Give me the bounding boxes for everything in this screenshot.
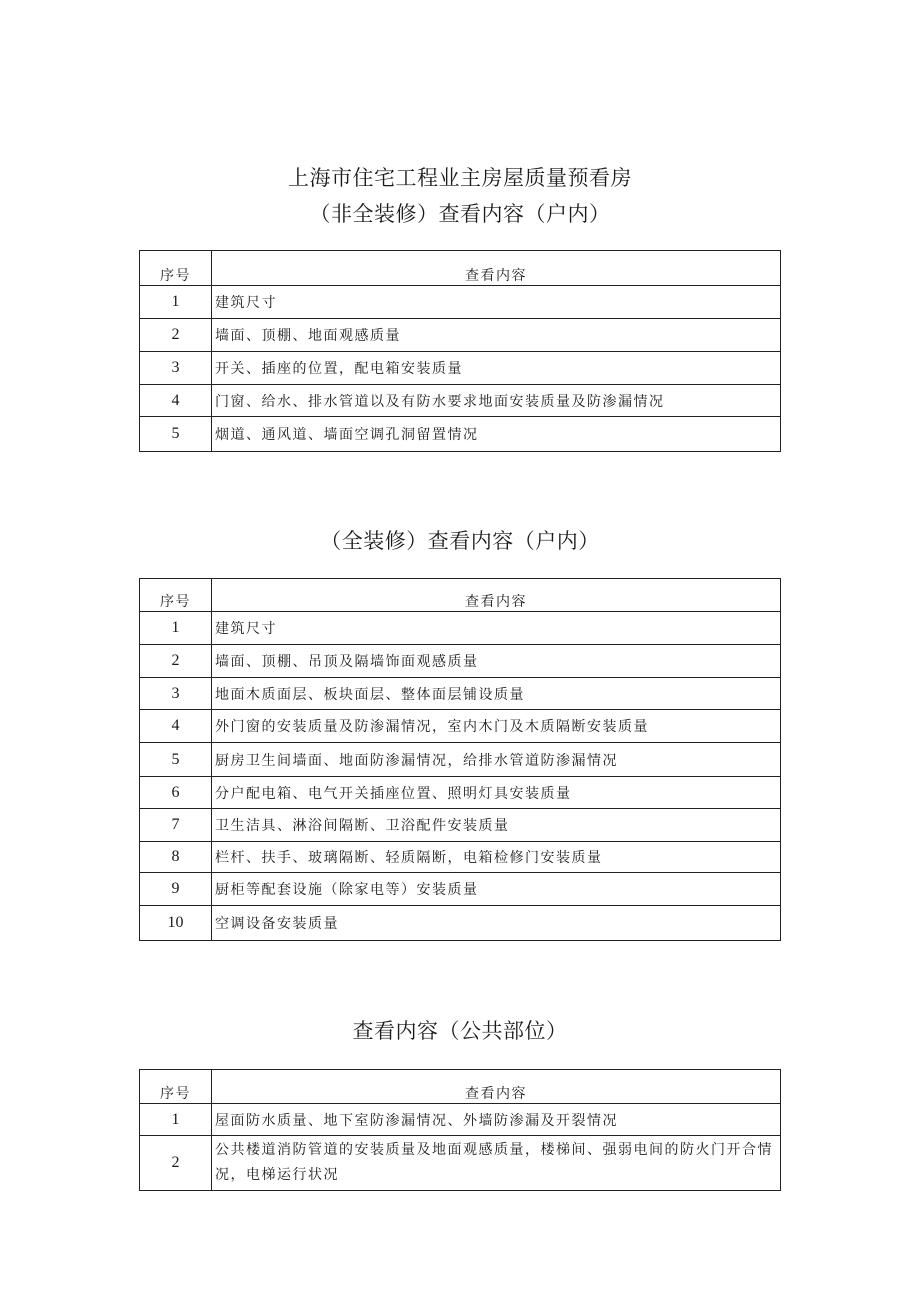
header-serial-number: 序号 [140,1070,212,1104]
row-content: 厨房卫生间墙面、地面防渗漏情况，给排水管道防渗漏情况 [212,743,781,777]
table-row [140,352,781,385]
table-row [140,1136,781,1191]
row-content: 厨柜等配套设施（除家电等）安装质量 [212,873,781,906]
row-number: 5 [140,743,212,777]
row-content: 门窗、给水、排水管道以及有防水要求地面安装质量及防渗漏情况 [212,385,781,417]
table-row [140,612,781,645]
row-content: 开关、插座的位置，配电箱安装质量 [212,352,781,385]
table-row [140,319,781,352]
table-decorated-indoor [139,578,781,941]
row-number: 2 [140,645,212,678]
row-content: 烟道、通风道、墙面空调孔洞留置情况 [212,417,781,452]
row-content: 栏杆、扶手、玻璃隔断、轻质隔断，电箱检修门安装质量 [212,842,781,873]
table-row [140,678,781,710]
table-row [140,743,781,777]
header-serial-number: 序号 [140,251,212,286]
table-row [140,842,781,873]
row-content: 建筑尺寸 [212,612,781,645]
table-row [140,286,781,319]
row-number: 3 [140,352,212,385]
row-number: 1 [140,612,212,645]
row-content: 公共楼道消防管道的安装质量及地面观感质量，楼梯间、强弱电间的防火门开合情况，电梯运行状况 [212,1136,781,1191]
row-number: 2 [140,1136,212,1191]
table-row [140,1104,781,1136]
row-content: 分户配电箱、电气开关插座位置、照明灯具安装质量 [212,777,781,809]
row-number: 8 [140,842,212,873]
section-title-non-decorated: （非全装修）查看内容（户内） [309,202,611,226]
section-title-decorated: （全装修）查看内容（户内） [320,529,600,553]
row-number: 10 [140,906,212,941]
table-row [140,385,781,417]
row-content: 墙面、顶棚、吊顶及隔墙饰面观感质量 [212,645,781,678]
table-header-row [140,579,781,612]
table-row [140,873,781,906]
table-row [140,710,781,743]
table-header-row [140,251,781,286]
row-content: 墙面、顶棚、地面观感质量 [212,319,781,352]
header-content: 查看内容 [212,579,781,612]
table-header-row [140,1070,781,1104]
header-serial-number: 序号 [140,579,212,612]
table-row [140,809,781,842]
row-number: 1 [140,1104,212,1136]
row-number: 9 [140,873,212,906]
row-number: 7 [140,809,212,842]
table-row [140,645,781,678]
row-number: 4 [140,385,212,417]
section-title-public-areas: 查看内容（公共部位） [352,1019,568,1043]
row-number: 2 [140,319,212,352]
table-non-decorated-indoor [139,250,781,452]
row-content: 屋面防水质量、地下室防渗漏情况、外墙防渗漏及开裂情况 [212,1104,781,1136]
document-title: 上海市住宅工程业主房屋质量预看房 [288,166,632,190]
row-number: 5 [140,417,212,452]
header-content: 查看内容 [212,251,781,286]
row-number: 1 [140,286,212,319]
row-content: 地面木质面层、板块面层、整体面层铺设质量 [212,678,781,710]
row-content: 外门窗的安装质量及防渗漏情况，室内木门及木质隔断安装质量 [212,710,781,743]
row-content: 建筑尺寸 [212,286,781,319]
table-row [140,417,781,452]
row-content: 卫生洁具、淋浴间隔断、卫浴配件安装质量 [212,809,781,842]
table-row [140,777,781,809]
table-row [140,906,781,941]
row-content: 空调设备安装质量 [212,906,781,941]
row-number: 6 [140,777,212,809]
table-public-areas [139,1069,781,1191]
header-content: 查看内容 [212,1070,781,1104]
row-number: 4 [140,710,212,743]
row-number: 3 [140,678,212,710]
